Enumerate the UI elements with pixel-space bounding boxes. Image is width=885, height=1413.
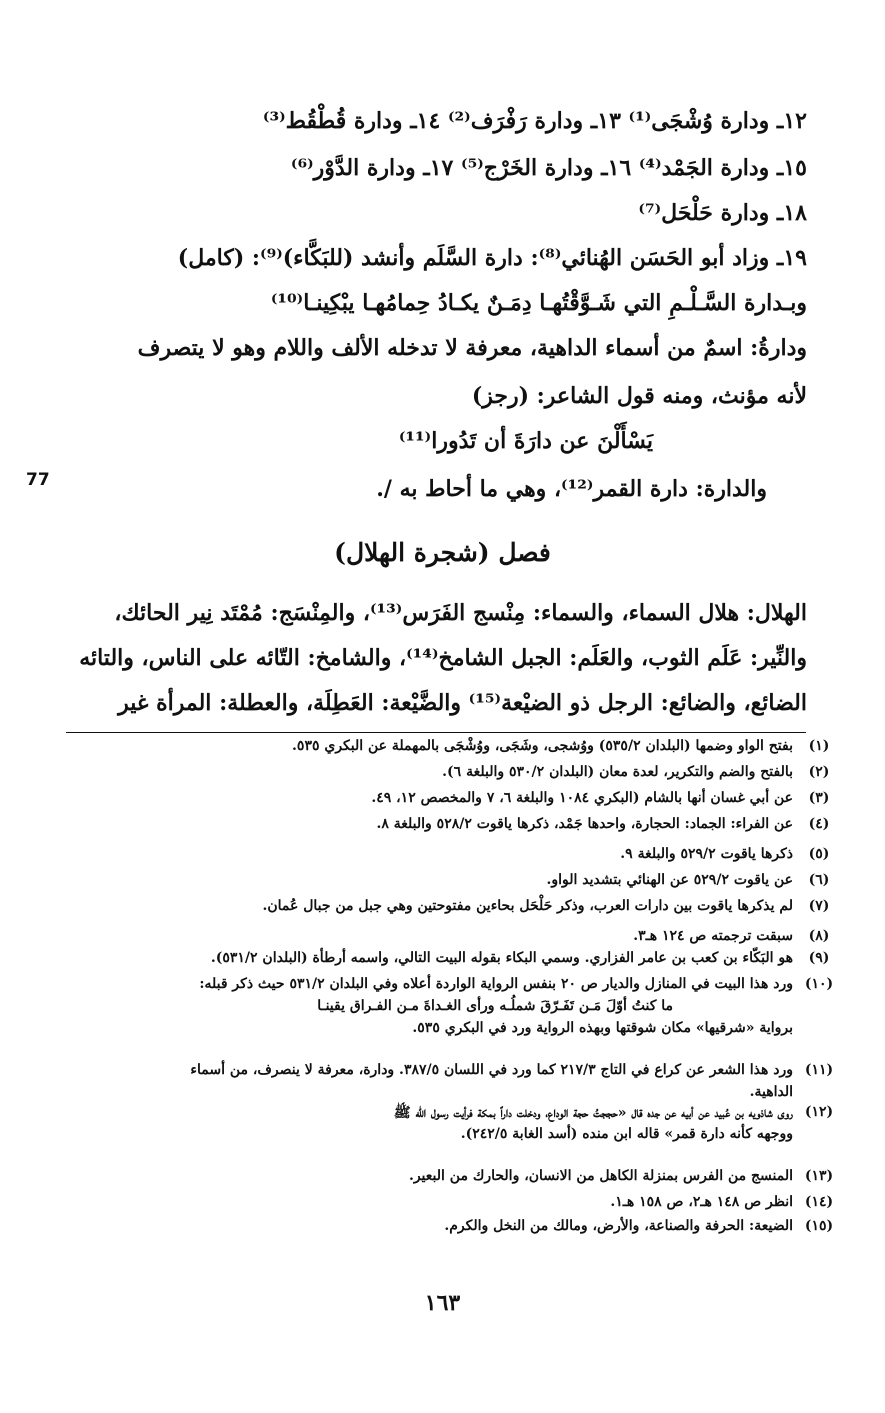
section-text-line-3: الضائع، والضائع: الرجل ذو الضيْعة⁽¹⁵⁾ والضَّيْعة: العَطِلَة، والعطلة: المرأة غير bbox=[118, 690, 807, 716]
footnote-text: الضيعة: الحرفة والصناعة، والأرض، ومالك من النخل والكرم. bbox=[444, 1218, 793, 1234]
footnote-text: انظر ص ١٤٨ هـ٢، ص ١٥٨ هـ١. bbox=[610, 1194, 793, 1210]
footnote-number: (١٢) bbox=[804, 1104, 834, 1120]
footnote-text: هو البَكّاء بن كعب بن عامر الفزاري. وسمي البكاء بقوله البيت التالي، واسمه أرطأة (البلدان ٥٣١/٢). bbox=[210, 950, 793, 966]
footnote-number: (٥) bbox=[808, 846, 830, 862]
footnote-number: (٢) bbox=[808, 764, 830, 780]
paragraph-line-1: ودارةُ: اسمٌ من أسماء الداهية، معرفة لا تدخله الألف واللام وهو لا يتصرف bbox=[137, 335, 807, 361]
section-heading: فصل (شجرة الهلال) bbox=[334, 538, 551, 567]
page-number: ١٦٣ bbox=[424, 1290, 461, 1316]
list-line-12-14: ١٢ـ ودارة وُشْجَى⁽¹⁾ ١٣ـ ودارة رَفْرَف⁽²⁾ ١٤ـ ودارة قُطْقُط⁽³⁾ bbox=[262, 108, 807, 134]
footnote-text: ذكرها ياقوت ٥٢٩/٢ والبلغة ٩. bbox=[620, 846, 793, 862]
footnote-number: (٧) bbox=[808, 898, 830, 914]
list-line-15-17: ١٥ـ ودارة الجَمْد⁽⁴⁾ ١٦ـ ودارة الخَرْج⁽⁵⁾ ١٧ـ ودارة الدَّوْر⁽⁶⁾ bbox=[290, 155, 807, 181]
section-text-line-2: والنِّير: عَلَم الثوب، والعَلَم: الجبل الشامخ⁽¹⁴⁾، والشامخ: التّائه على الناس، والتائه bbox=[79, 645, 807, 671]
footnote-text: عن الفراء: الجماد: الحجارة، واحدها جَمْد، ذكرها ياقوت ٥٢٨/٢ والبلغة ٨. bbox=[376, 816, 793, 832]
footnote-text: روى شاذويه بن عُبيد عن أبيه عن جده قال «حججتُ حجة الوداع، ودخلت داراً بمكة فرأيت رسول الله ﷺ bbox=[393, 1105, 793, 1121]
footnote-number: (١٤) bbox=[804, 1194, 834, 1210]
footnote-divider bbox=[66, 732, 806, 733]
footnote-text: برواية «شرقيها» مكان شوقتها وبهذه الرواية ورد في البكري ٥٣٥. bbox=[412, 1020, 793, 1036]
footnote-text: بالفتح والضم والتكرير، لعدة معان (البلدان ٥٣٠/٢ والبلغة ٦). bbox=[442, 764, 793, 780]
footnote-number: (٨) bbox=[808, 928, 830, 944]
footnote-number: (١٣) bbox=[804, 1168, 834, 1184]
section-text-line-1: الهلال: هلال السماء، والسماء: مِنْسج الفَرَس⁽¹³⁾، والمِنْسَج: مُمْتَد نِير الحائك، bbox=[114, 600, 807, 626]
paragraph-line-2: لأنه مؤنث، ومنه قول الشاعر: (رجز) bbox=[471, 383, 807, 409]
footnote-text: الداهية. bbox=[749, 1084, 793, 1100]
footnote-text: سبقت ترجمته ص ١٢٤ هـ٣. bbox=[633, 928, 793, 944]
verse-1: وبـدارة السَّـلْـمِ التي شَـوَّقْتُهـا دِمَـنٌ يكـادُ حِمامُهـا يبْكِينـا⁽¹⁰⁾ bbox=[270, 290, 807, 316]
footnote-text: ورد هذا الشعر عن كراع في التاج ٢١٧/٣ كما ورد في اللسان ٣٨٧/٥. ودارة، معرفة لا ينصرف، من أسماء bbox=[190, 1062, 793, 1078]
footnote-number: (٤) bbox=[808, 816, 830, 832]
footnote-text: المنسج من الفرس بمنزلة الكاهل من الانسان، والحارك من البعير. bbox=[408, 1168, 793, 1184]
footnote-number: (١١) bbox=[804, 1062, 834, 1078]
footnote-text: ما كنتُ أوّلَ مَـن تَفَـرّقَ شملُـه ورأى الغـداةَ مـن الفـراق يقينـا bbox=[317, 998, 673, 1014]
paragraph-moon: والدارة: دارة القمر⁽¹²⁾، وهي ما أحاط به /. bbox=[376, 476, 767, 502]
footnote-text: بفتح الواو وضمها (البلدان ٥٣٥/٢) ووُشجى، وشَجَى، ووُشْجَى بالمهملة عن البكري ٥٣٥. bbox=[292, 738, 793, 754]
list-line-18: ١٨ـ ودارة حَلْحَل⁽⁷⁾ bbox=[638, 200, 807, 226]
footnote-text: ووجهه كأنه دارة قمر» قاله ابن منده (أسد الغابة ٢٤٢/٥). bbox=[460, 1126, 793, 1142]
margin-marker: 77 bbox=[26, 470, 50, 490]
footnote-text: لم يذكرها ياقوت بين دارات العرب، وذكر حَلْحَل بحاءين مفتوحتين وهي جبل من جبال عُمان. bbox=[262, 898, 793, 914]
footnote-number: (٩) bbox=[808, 950, 830, 966]
footnote-text: عن ياقوت ٥٢٩/٢ عن الهنائي بتشديد الواو. bbox=[546, 872, 793, 888]
footnote-number: (١) bbox=[808, 738, 830, 754]
footnote-number: (١٠) bbox=[804, 976, 834, 992]
footnote-number: (٦) bbox=[808, 872, 830, 888]
footnote-text: ورد هذا البيت في المنازل والديار ص ٢٠ بنفس الرواية الواردة أعلاه وفي البلدان ٥٣١/٢ حيث ذكر قبله: bbox=[199, 976, 793, 992]
list-line-19: ١٩ـ وزاد أبو الحَسَن الهُنائي⁽⁸⁾: دارة السَّلَم وأنشد (للبَكَّاء)⁽⁹⁾: (كامل) bbox=[177, 245, 807, 271]
footnote-number: (٣) bbox=[808, 790, 830, 806]
footnote-text: عن أبي غسان أنها بالشام (البكري ١٠٨٤ والبلغة ٦، ٧ والمخصص ١٢، ٤٩. bbox=[371, 790, 793, 806]
footnote-number: (١٥) bbox=[804, 1218, 834, 1234]
verse-2: يَسْأَلْنَ عن دارَةَ أن تَدُورا⁽¹¹⁾ bbox=[398, 428, 653, 454]
